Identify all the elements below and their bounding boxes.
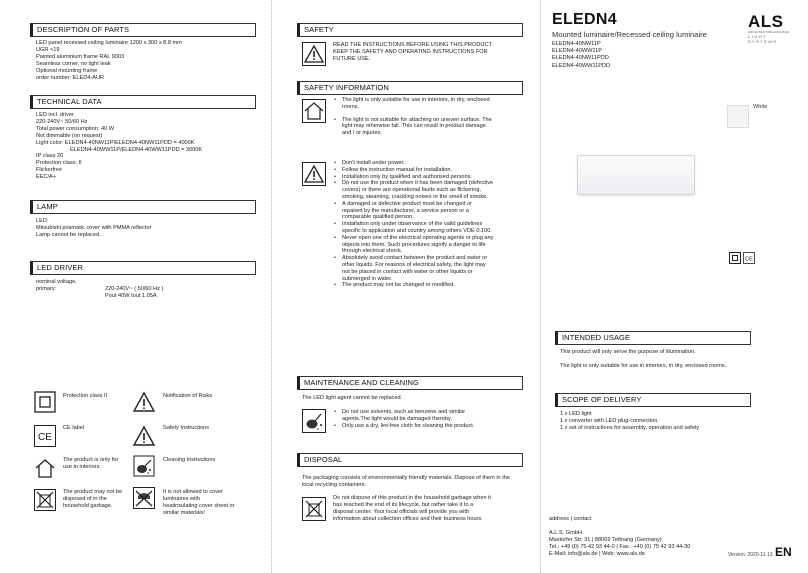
driver-labels: nominal voltage, primary: [36, 279, 77, 292]
legend-no-cover-label: It is not allowed to cover luminaires with heatinsulating cover sheet or similar materials! [163, 489, 235, 516]
maintenance-header: MAINTENANCE AND CLEANING [297, 376, 523, 390]
svg-text:CE: CE [38, 432, 52, 443]
list-item: • Follow the instruction manual for installation. [334, 167, 494, 174]
list-item: • Absolutely avoid contact between the product and water or other liquids. For reasons of electrical safety, the light may not be placed in contact with water or other liquids or submerged in water. [334, 255, 494, 282]
product-image [552, 101, 720, 234]
protection-class-icon [729, 252, 741, 264]
ce-label-icon [743, 252, 755, 264]
address-header: address | contact [549, 516, 592, 522]
list-item: • The light is not suitable for attaching on uneven surface. The light may otherwise fall. This can result in product damage and / or injuries. [334, 117, 494, 137]
product-code: ELEDN4-40WW11P [552, 48, 602, 55]
product-codes [552, 41, 610, 70]
fold-line [271, 0, 272, 573]
color-swatch [727, 105, 749, 128]
version-label: Version: 2020-11-13 [728, 552, 773, 558]
technical-body: LED incl. driver 220-240V~ 50/60 Hz Total power consumption: 40 W Not dimmable (on request) Light color: ELEDN4-40NW11P/ELEDN4-40NW11PDD = 4000K ELEDN4-40WW11P/ELEDN4-40WW11PDD = 3000K IP class 20 Protection class: II Flickerfree EEC/A+ [36, 112, 203, 181]
indoor-house-icon [302, 99, 326, 123]
intended-header: INTENDED USAGE [555, 331, 751, 345]
legend-ce-label: CE label [63, 425, 85, 431]
maintenance-list [334, 409, 494, 429]
list-item: • Don't install under power. [334, 160, 494, 167]
als-logo: ALS ARCHITEKTURLEUCHTEN L I G H T S Y S T E M S [748, 12, 790, 44]
product-code: ELEDN4-40NW11PDD [552, 55, 609, 62]
language-label: EN [775, 545, 792, 559]
legend-notification-label: Notification of Risks [163, 393, 213, 399]
product-subtitle: Mounted luminaire/Recessed ceiling luminaire [552, 30, 707, 39]
driver-values: 220-240V~ ( 50/60 Hz ) Pout 40W Iout 1.05A [105, 286, 164, 299]
cleaning-icon [302, 409, 326, 433]
warning-icon [133, 391, 155, 413]
protection-class-icon [34, 391, 56, 413]
intended-line-1: This product will only serve the purpose of illumination. [560, 349, 696, 355]
cleaning-icon [133, 455, 155, 477]
safety-info-list-1 [334, 97, 494, 137]
no-household-garbage-icon [302, 497, 326, 521]
description-header: DESCRIPTION OF PARTS [30, 23, 256, 37]
safety-header: SAFETY [297, 23, 523, 37]
legend-protection-label: Protection class II [63, 393, 108, 399]
disposal-header: DISPOSAL [297, 453, 523, 467]
safety-info-list-2 [334, 160, 494, 289]
list-item: • Only use a dry, lint-free cloth for cleaning the product. [334, 423, 494, 430]
svg-text:CE: CE [744, 256, 754, 263]
scope-body: 1 x LED light 1 x converter with LED plug-connection. 1 x set of instructions for assembly, operation and safety [560, 411, 700, 431]
legend-indoor-label: The product is only for use in interiors. [63, 457, 119, 470]
no-cover-icon [133, 487, 155, 509]
product-code: ELEDN4-40NW11P [552, 41, 601, 47]
technical-header: TECHNICAL DATA [30, 95, 256, 109]
safety-instructions-icon [133, 425, 155, 447]
disposal-text: Do not dispose of this product in the household garbage when it has reached the end of its lifecycle, but rather take it to a disposal center. Your local officials will provide you with information about collection offices and their business hours. [333, 495, 491, 522]
safety-text: READ THE INSTRUCTIONS BEFORE USING THIS PRODUCT. KEEP THE SAFETY AND OPERATING INSTRUCTIONS FOR FUTURE USE. [333, 42, 493, 62]
color-label: White [753, 104, 768, 110]
maintenance-intro: The LED light agent cannot be replaced. [302, 395, 403, 401]
safety-warning-icon [302, 42, 326, 66]
product-code: ELEDN4-40WW11PDD [552, 62, 611, 69]
safety-info-header: SAFETY INFORMATION [297, 81, 523, 95]
list-item: • Never open one of the electrical operating agents or plug any objects into them. Such procedures signify a danger to life through electrical shock. [334, 235, 494, 255]
list-item: • A damaged or defective product must be changed or repaired by the manufacturer, a service person or a comparable qualified person. [334, 201, 494, 221]
legend-safety-label: Safety Instructions [163, 425, 210, 431]
list-item: • The product may not be changed or modified. [334, 282, 494, 289]
list-item: • Installation only under observance of the valid guidelines specific to application and country among others VDE 0.100. [334, 221, 494, 235]
list-item: • The light is only suitable for use in interiors, in dry, enclosed rooms. [334, 97, 494, 111]
lamp-header: LAMP [30, 200, 256, 214]
warning-icon [302, 162, 326, 186]
intended-line-2: The light is only suitable for use in interiors, in dry, enclosed rooms. [560, 363, 727, 369]
lamp-body: LED Mitsubishi prismatic cover with PMMA reflector Lamp cannot be replaced. [36, 218, 152, 238]
indoor-house-icon [34, 457, 56, 479]
fold-line [540, 0, 541, 573]
list-item: • Installation only by qualified and authorised persons. [334, 174, 494, 181]
list-item: • Do not use the product when it has been damaged (defective covers) or there are operational faults such as flickering, smoking, steaming, crackling noises or the smell of smoke. [334, 180, 494, 200]
disposal-intro: The packaging consists of environmentally friendly materials. Dispose of them in the local recycling containers. [302, 475, 511, 488]
scope-header: SCOPE OF DELIVERY [555, 393, 751, 407]
legend-cleaning-label: Cleaning Instructions [163, 457, 216, 463]
description-body: LED panel recessed ceiling luminaire 1200 x 300 x 8.8 mm UGR <19 Painted aluminium frame RAL 9003 Seamless corner, no light leak Optional mounting frame order number: ELED4-AUR [36, 40, 182, 81]
legend-disposal-label: The product may not be disposed of in the household garbage. [63, 489, 123, 509]
address-body: A.L.S. GmbH Mastorfer Str. 31 | 88069 Tettnang (Germany) Tel.: +49 (0) 75 42 93 44-0 | Fax.: +49 (0) 75 42 93 44-30 E-Mail: info@als.de | Web: www.als.de [549, 530, 691, 557]
ce-label-icon [34, 425, 56, 447]
list-item: • Do not use solvents, such as benzene and similar agents.The light would be damaged thereby. [334, 409, 494, 423]
product-title: ELEDN4 [552, 11, 617, 28]
no-household-garbage-icon [34, 489, 56, 511]
driver-header: LED DRIVER [30, 261, 256, 275]
